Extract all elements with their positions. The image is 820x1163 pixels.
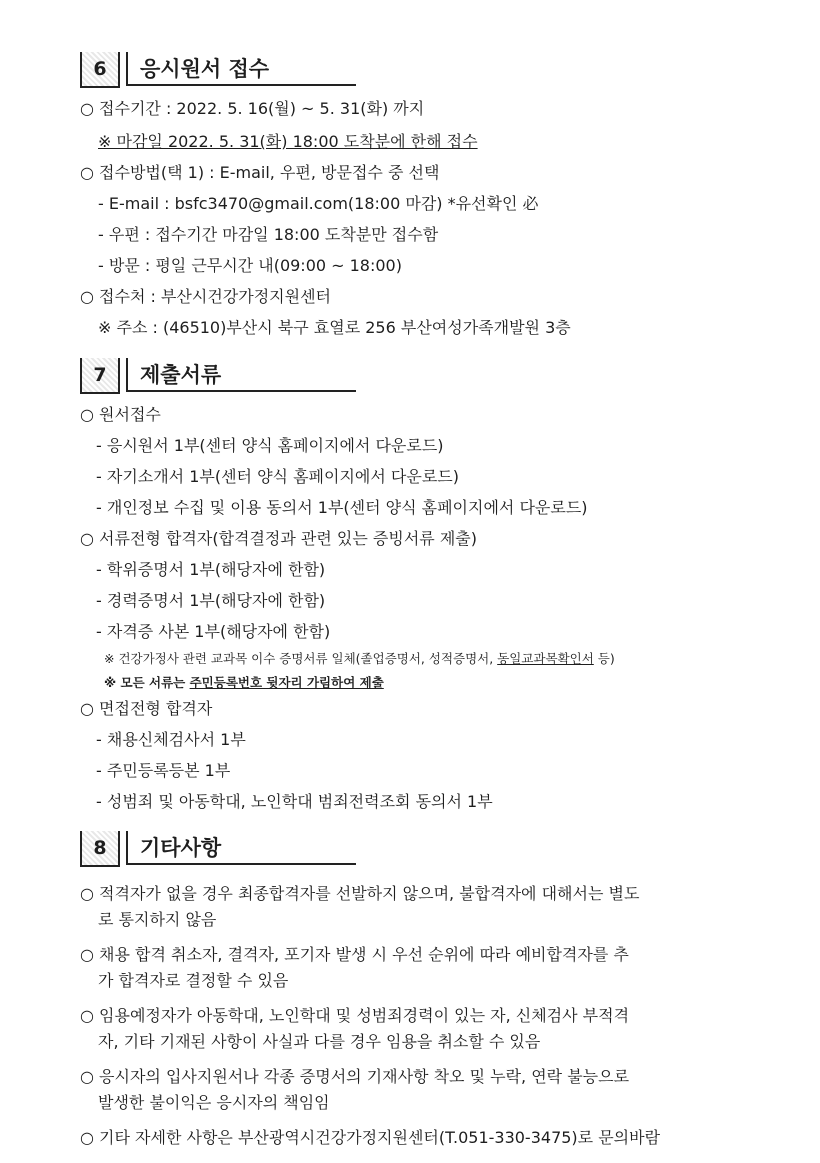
section-6-number: 6	[80, 52, 120, 88]
email-line: - E-mail : bsfc3470@gmail.com(18:00 마감) *유선확인 必	[98, 194, 539, 213]
list-item: - 자기소개서 1부(센터 양식 홈페이지에서 다운로드)	[96, 467, 459, 486]
section-8-title: 기타사항	[126, 831, 356, 865]
document-note-2	[104, 672, 384, 694]
notice-item-2: ○ 채용 합격 취소자, 결격자, 포기자 발생 시 우선 순위에 따라 예비합격자를 추	[80, 945, 629, 964]
notice-item-4-cont: 발생한 불이익은 응시자의 책임임	[98, 1093, 330, 1112]
notice-item-5: ○ 기타 자세한 사항은 부산광역시건강가정지원센터(T.051-330-3475)로 문의바람	[80, 1128, 661, 1147]
notice-item-3: ○ 임용예정자가 아동학대, 노인학대 및 성범죄경력이 있는 자, 신체검사 부적격	[80, 1006, 630, 1025]
note-1-text: ※ 건강가정사 관련 교과목 이수 증명서류 일체(졸업증명서, 성적증명서,	[104, 651, 498, 666]
list-item: - 응시원서 1부(센터 양식 홈페이지에서 다운로드)	[96, 436, 444, 455]
post-line: - 우편 : 접수기간 마감일 18:00 도착분만 접수함	[98, 225, 439, 244]
document-note-1	[104, 648, 615, 670]
section-7-number: 7	[80, 358, 120, 394]
notice-item-1-cont: 로 통지하지 않음	[98, 910, 217, 929]
list-item: - 학위증명서 1부(해당자에 한함)	[96, 560, 326, 579]
interview-head: ○ 면접전형 합격자	[80, 699, 213, 718]
notice-item-1: ○ 적격자가 없을 경우 최종합격자를 선발하지 않으며, 불합격자에 대해서는 별도	[80, 884, 640, 903]
list-item: - 성범죄 및 아동학대, 노인학대 범죄전력조회 동의서 1부	[96, 792, 493, 811]
list-item: - 개인정보 수집 및 이용 동의서 1부(센터 양식 홈페이지에서 다운로드)	[96, 498, 588, 517]
list-item: - 주민등록등본 1부	[96, 761, 231, 780]
notice-item-4: ○ 응시자의 입사지원서나 각종 증명서의 기재사항 착오 및 누락, 연락 불능으로	[80, 1067, 630, 1086]
note-2-underlined: 주민등록번호 뒷자리 가림하여 제출	[189, 675, 384, 690]
section-6-title: 응시원서 접수	[126, 52, 356, 86]
notice-item-2-cont: 가 합격자로 결정할 수 있음	[98, 971, 289, 990]
section-8-header	[80, 831, 370, 867]
deadline-note: ※ 마감일 2022. 5. 31(화) 18:00 도착분에 한해 접수	[98, 132, 478, 151]
note-1-underlined: 동일교과목확인서	[497, 651, 594, 666]
period-line: ○ 접수기간 : 2022. 5. 16(월) ~ 5. 31(화) 까지	[80, 99, 425, 118]
list-item: - 채용신체검사서 1부	[96, 730, 246, 749]
place-line: ○ 접수처 : 부산시건강가정지원센터	[80, 287, 331, 306]
section-7-title: 제출서류	[126, 358, 356, 392]
visit-line: - 방문 : 평일 근무시간 내(09:00 ~ 18:00)	[98, 256, 402, 275]
note-1-tail: 등)	[593, 651, 615, 666]
note-2-text: ※ 모든 서류는	[104, 675, 190, 690]
method-line: ○ 접수방법(택 1) : E-mail, 우편, 방문접수 중 선택	[80, 163, 440, 182]
address-line: ※ 주소 : (46510)부산시 북구 효열로 256 부산여성가족개발원 3층	[98, 318, 571, 337]
section-7-header	[80, 358, 370, 394]
list-item: - 경력증명서 1부(해당자에 한함)	[96, 591, 326, 610]
notice-item-3-cont: 자, 기타 기재된 사항이 사실과 다를 경우 임용을 취소할 수 있음	[98, 1032, 541, 1051]
section-6-header	[80, 52, 370, 88]
section-8-number: 8	[80, 831, 120, 867]
application-head: ○ 원서접수	[80, 405, 161, 424]
document-head: ○ 서류전형 합격자(합격결정과 관련 있는 증빙서류 제출)	[80, 529, 477, 548]
list-item: - 자격증 사본 1부(해당자에 한함)	[96, 622, 331, 641]
